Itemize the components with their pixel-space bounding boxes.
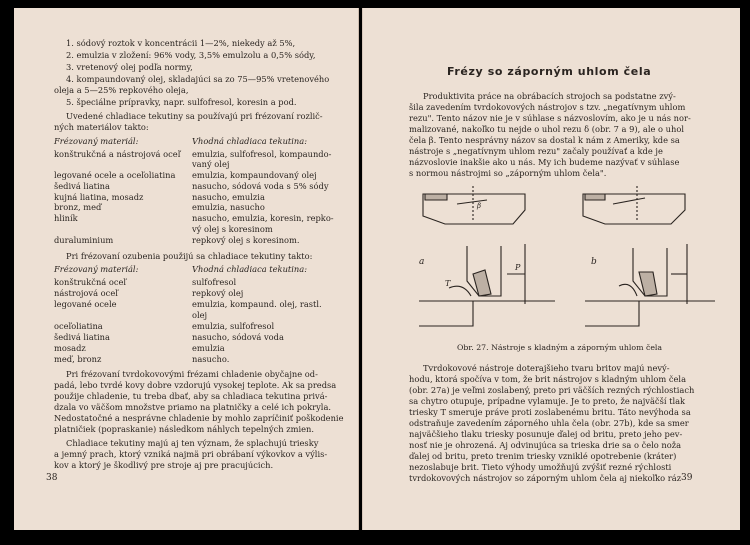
table2-header-material: Frézovaný materiál:: [54, 264, 139, 274]
table2-fluid: sulfofresol: [192, 277, 237, 287]
paragraph-line: Nedostatočné a nesprávne chladenie by mohlo zapríčiniť poškodenie: [54, 413, 344, 423]
list-item: 5. špeciálne prípravky, napr. sulfofresol, koresin a pod.: [66, 97, 297, 107]
figure-caption: Obr. 27. Nástroje s kladným a záporným uhlom čela: [457, 343, 663, 352]
table1-material: hliník: [54, 213, 78, 223]
paragraph-line: rezu". Tento názov nie je v súhlase s názvoslovím, ako je u nás nor-: [409, 113, 691, 123]
table1-fluid: emulzia, sulfofresol, kompaundo-: [192, 149, 332, 159]
paragraph-line: najväčšieho tlaku triesky posunuje ďalej od britu, preto jeho pev-: [409, 429, 683, 439]
table2-material: legované ocele: [54, 299, 117, 309]
list-item: 1. sódový roztok v koncentrácii 1—2%, niekedy až 5%,: [66, 38, 296, 48]
paragraph-line: hodu, ktorá spočíva v tom, že brit nástrojov s kladným uhlom čela: [409, 374, 687, 384]
table1-material: duraluminium: [54, 235, 114, 245]
paragraph-line: a jemný prach, ktorý vzniká najmä pri obrábaní výkovkov a výlis-: [54, 449, 328, 459]
table1-material: bronz, meď: [54, 202, 102, 212]
page-number: 38: [46, 473, 58, 483]
figure-cutting-tools: [405, 186, 723, 336]
paragraph-line: kov a ktorý je škodlivý pre stroje aj pre pracujúcich.: [54, 460, 274, 470]
table1-material: šedivá liatina: [54, 181, 110, 191]
table1-fluid: repkový olej s koresinom.: [192, 235, 300, 245]
figure-label-P: P: [515, 263, 521, 272]
figure-label-beta: β: [477, 202, 482, 210]
paragraph-line: čela β. Tento nesprávny názov sa dostal k nám z Ameriky, kde sa: [409, 135, 680, 145]
table1-material: legované ocele a oceľoliatina: [54, 170, 176, 180]
table2-material: šedivá liatina: [54, 332, 110, 342]
table2-fluid: emulzia, sulfofresol: [192, 321, 275, 331]
paragraph-line: tvrdokovových nástrojov so záporným uhlom čela aj niekoľko ráz: [409, 473, 682, 483]
table1-fluid: vý olej s koresinom: [192, 224, 273, 234]
section-heading: Frézy so záporným uhlom čela: [447, 65, 652, 78]
table2-fluid: emulzia, kompaund. olej, rastl.: [192, 299, 322, 309]
table2-fluid: nasucho, sódová voda: [192, 332, 284, 342]
intro2: Pri frézovaní ozubenia použijú sa chladiace tekutiny takto:: [66, 251, 313, 261]
paragraph-line: padá, lebo tvrdé kovy dobre vzdorujú vysokej teplote. Ak sa predsa: [54, 380, 337, 390]
paragraph-line: s normou nástrojmi so „záporným uhlom čela".: [409, 168, 607, 178]
list-item: 3. vretenový olej podľa normy,: [66, 62, 193, 72]
list-item: oleja a 5—25% repkového oleja,: [54, 85, 189, 95]
table2-material: konštrukčná oceľ: [54, 277, 127, 287]
intro-line: Uvedené chladiace tekutiny sa používajú pri frézovaní rozlič-: [66, 111, 323, 121]
table2-fluid: emulzia: [192, 343, 225, 353]
paragraph-line: použije chladenie, tu treba dbať, aby sa chladiaca tekutina privá-: [54, 391, 328, 401]
figure-label-b: b: [591, 257, 597, 267]
left-page: [14, 8, 359, 530]
paragraph-line: triesky T smeruje práve proti zoslabenému britu. Táto nevýhoda sa: [409, 407, 691, 417]
table1-header-material: Frézovaný materiál:: [54, 136, 139, 146]
figure-label-T: T: [445, 279, 451, 288]
table2-header-fluid: Vhodná chladiaca tekutina:: [192, 264, 307, 274]
list-item: 4. kompaundovaný olej, skladajúci sa zo 75—95% vretenového: [66, 74, 330, 84]
paragraph-line: platničiek (popraskanie) následkom náhlych tepelných zmien.: [54, 424, 315, 434]
table1-fluid: nasucho, emulzia, koresin, repko-: [192, 213, 334, 223]
table1-fluid: emulzia, nasucho: [192, 202, 265, 212]
table2-material: meď, bronz: [54, 354, 102, 364]
paragraph-line: Pri frézovaní tvrdokovovými frézami chladenie obyčajne od-: [66, 369, 318, 379]
table1-fluid: emulzia, kompaundovaný olej: [192, 170, 317, 180]
paragraph-line: sa chytro otupuje, prípadne vylamuje. Je to preto, že najväčší tlak: [409, 396, 686, 406]
paragraph-line: šila zavedením tvrdokovových nástrojov s tzv. „negatívnym uhlom: [409, 102, 686, 112]
paragraph-line: nástroje s „negatívnym uhlom rezu" začaly používať a kde je: [409, 146, 663, 156]
paragraph-line: dzala vo väčšom množstve priamo na platničky a celé ich pokryla.: [54, 402, 332, 412]
paragraph-line: nosť nie je ohrozená. Aj odvinujúca sa trieska drie sa o čelo noža: [409, 440, 682, 450]
figure-label-a: a: [419, 257, 425, 267]
paragraph-line: Chladiace tekutiny majú aj ten význam, že splachujú triesky: [66, 438, 319, 448]
paragraph-line: ďalej od britu, preto trenim triesky vzniklé opotrebenie (kráter): [409, 451, 677, 461]
table2-material: nástrojová oceľ: [54, 288, 118, 298]
paragraph-line: názvoslovie inakšie ako u nás. My ich budeme nazývať v súhlase: [409, 157, 680, 167]
table1-fluid: nasucho, sódová voda s 5% sódy: [192, 181, 329, 191]
table2-material: oceľoliatina: [54, 321, 103, 331]
paragraph-line: Produktivita práce na obrábacích strojoch sa podstatne zvý-: [423, 91, 676, 101]
table1-fluid: nasucho, emulzia: [192, 192, 265, 202]
paragraph-line: odstraňuje zavedením záporného uhla čela (obr. 27b), kde sa smer: [409, 418, 689, 428]
table2-material: mosadz: [54, 343, 86, 353]
table1-material: kujná liatina, mosadz: [54, 192, 144, 202]
table1-fluid: vaný olej: [192, 159, 230, 169]
list-item: 2. emulzia v zložení: 96% vody, 3,5% emulzolu a 0,5% sódy,: [66, 50, 316, 60]
intro-line: ných materiálov takto:: [54, 122, 149, 132]
table2-fluid: olej: [192, 310, 208, 320]
right-page: [362, 8, 740, 530]
page-number: 39: [681, 473, 693, 483]
table2-fluid: nasucho.: [192, 354, 230, 364]
paragraph-line: malizované, nakoľko tu nejde o uhol rezu δ (obr. 7 a 9), ale o uhol: [409, 124, 685, 134]
paragraph-line: nezoslabuje brit. Tieto výhody umožňujú zvýšiť rezné rýchlosti: [409, 462, 672, 472]
table2-fluid: repkový olej: [192, 288, 244, 298]
paragraph-line: Tvrdokovové nástroje doterajšieho tvaru britov majú nevý-: [423, 363, 670, 373]
table1-header-fluid: Vhodná chladiaca tekutina:: [192, 136, 307, 146]
paragraph-line: (obr. 27a) je veľmi zoslabený, preto pri väčších rezných rýchlostiach: [409, 385, 695, 395]
table1-material: konštrukčná a nástrojová oceľ: [54, 149, 181, 159]
